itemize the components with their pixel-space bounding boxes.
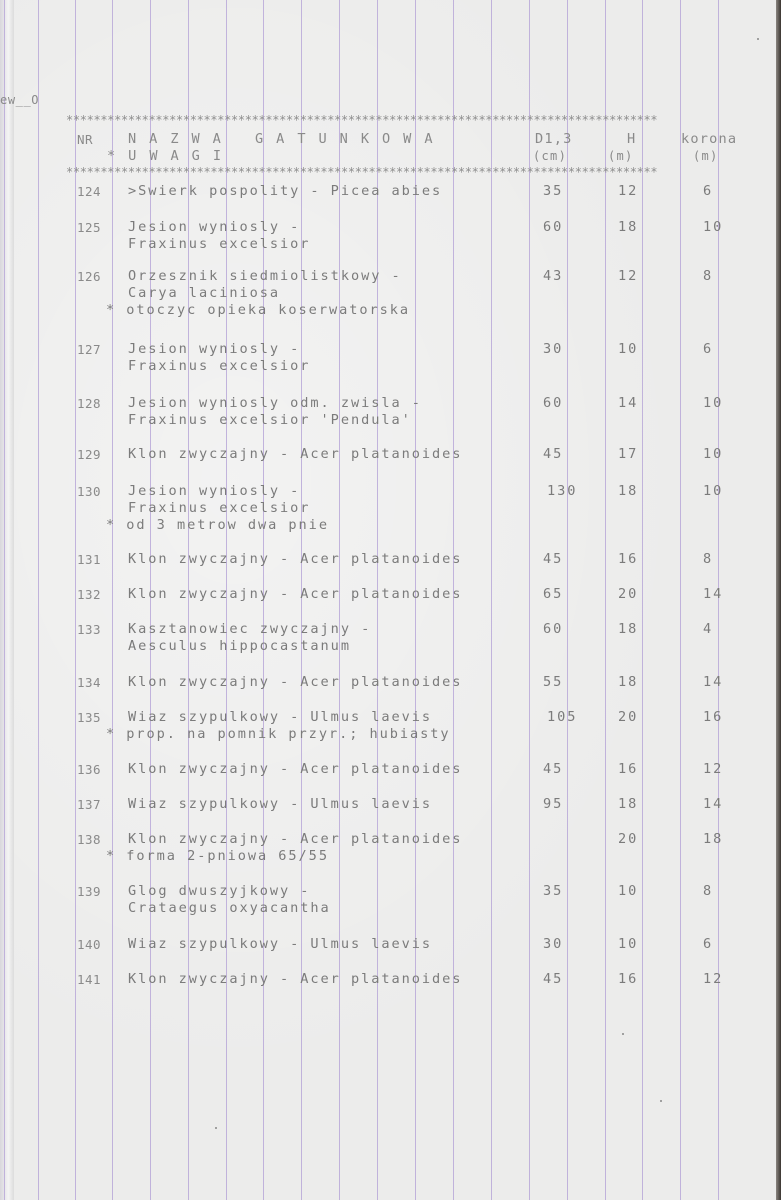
species-name-line1: Jesion wyniosly - bbox=[128, 219, 301, 235]
species-name-line1: Klon zwyczajny - Acer platanoides bbox=[128, 674, 463, 690]
row-number: 129 bbox=[77, 447, 102, 462]
ruling-line bbox=[680, 0, 681, 1200]
trunk-diameter-cell: 105 bbox=[547, 709, 578, 725]
species-name-line1: >Swierk pospolity - Picea abies bbox=[128, 183, 443, 199]
species-name-line2: Fraxinus excelsior 'Pendula' bbox=[128, 412, 412, 428]
row-remark: * od 3 metrow dwa pnie bbox=[106, 517, 329, 533]
row-number: 128 bbox=[77, 396, 102, 411]
crown-width-cell: 10 bbox=[703, 483, 724, 499]
species-name-line1: Wiaz szypulkowy - Ulmus laevis bbox=[128, 796, 433, 812]
species-name-line2: Carya laciniosa bbox=[128, 285, 281, 301]
crown-width-cell: 10 bbox=[703, 395, 724, 411]
tree-height-cell: 10 bbox=[618, 936, 639, 952]
tree-height-cell: 18 bbox=[618, 796, 639, 812]
crown-width-cell: 6 bbox=[703, 936, 714, 952]
species-name-line1: Orzesznik siedmiolistkowy - bbox=[128, 268, 402, 284]
header-species-name: N A Z W A G A T U N K O W A bbox=[128, 131, 435, 147]
tree-height-cell: 12 bbox=[618, 268, 639, 284]
species-name-line1: Klon zwyczajny - Acer platanoides bbox=[128, 586, 463, 602]
crown-width-cell: 14 bbox=[703, 674, 724, 690]
species-name-line1: Jesion wyniosly - bbox=[128, 483, 301, 499]
tree-height-cell: 16 bbox=[618, 761, 639, 777]
paper-speck bbox=[622, 1033, 624, 1035]
crown-width-cell: 10 bbox=[703, 219, 724, 235]
species-name-line1: Klon zwyczajny - Acer platanoides bbox=[128, 831, 463, 847]
species-name-line2: Aesculus hippocastanum bbox=[128, 638, 351, 654]
header-d13-unit: (cm) bbox=[533, 149, 568, 163]
tree-height-cell: 10 bbox=[618, 341, 639, 357]
crown-width-cell: 14 bbox=[703, 586, 724, 602]
trunk-diameter-cell: 60 bbox=[543, 621, 564, 637]
species-name-line1: Jesion wyniosly odm. zwisla - bbox=[128, 395, 422, 411]
crown-width-cell: 8 bbox=[703, 551, 714, 567]
star-rule-bottom: ************************************************************************************** bbox=[66, 165, 658, 179]
row-number: 127 bbox=[77, 342, 102, 357]
species-name-line1: Kasztanowiec zwyczajny - bbox=[128, 621, 372, 637]
row-number: 141 bbox=[77, 972, 102, 987]
species-name-line1: Klon zwyczajny - Acer platanoides bbox=[128, 446, 463, 462]
tree-height-cell: 20 bbox=[618, 709, 639, 725]
tree-height-cell: 17 bbox=[618, 446, 639, 462]
crown-width-cell: 8 bbox=[703, 268, 714, 284]
row-remark: * prop. na pomnik przyr.; hubiasty bbox=[106, 726, 451, 742]
row-number: 124 bbox=[77, 184, 102, 199]
header-crown: korona bbox=[681, 131, 738, 147]
trunk-diameter-cell: 35 bbox=[543, 883, 564, 899]
row-number: 130 bbox=[77, 484, 102, 499]
header-nr: NR bbox=[77, 132, 94, 147]
row-number: 131 bbox=[77, 552, 102, 567]
tree-height-cell: 18 bbox=[618, 483, 639, 499]
header-height-unit: (m) bbox=[608, 149, 634, 163]
species-name-line1: Klon zwyczajny - Acer platanoides bbox=[128, 761, 463, 777]
header-d13: D1,3 bbox=[535, 131, 573, 147]
ruling-line bbox=[4, 0, 5, 1200]
trunk-diameter-cell: 95 bbox=[543, 796, 564, 812]
row-remark: * forma 2-pniowa 65/55 bbox=[106, 848, 329, 864]
row-number: 140 bbox=[77, 937, 102, 952]
tree-height-cell: 10 bbox=[618, 883, 639, 899]
page-fold-shadow bbox=[0, 0, 14, 1200]
crown-width-cell: 12 bbox=[703, 761, 724, 777]
species-name-line2: Fraxinus excelsior bbox=[128, 236, 311, 252]
species-name-line1: Wiaz szypulkowy - Ulmus laevis bbox=[128, 709, 433, 725]
row-number: 135 bbox=[77, 710, 102, 725]
trunk-diameter-cell: 60 bbox=[543, 395, 564, 411]
row-number: 134 bbox=[77, 675, 102, 690]
paper-speck bbox=[660, 1100, 662, 1102]
trunk-diameter-cell: 65 bbox=[543, 586, 564, 602]
species-name-line2: Fraxinus excelsior bbox=[128, 358, 311, 374]
row-number: 133 bbox=[77, 622, 102, 637]
row-number: 139 bbox=[77, 884, 102, 899]
tree-height-cell: 12 bbox=[618, 183, 639, 199]
trunk-diameter-cell: 30 bbox=[543, 341, 564, 357]
species-name-line1: Klon zwyczajny - Acer platanoides bbox=[128, 551, 463, 567]
trunk-diameter-cell: 35 bbox=[543, 183, 564, 199]
row-remark: * otoczyc opieka koserwatorska bbox=[106, 302, 411, 318]
row-number: 138 bbox=[77, 832, 102, 847]
species-name-line1: Wiaz szypulkowy - Ulmus laevis bbox=[128, 936, 433, 952]
crown-width-cell: 18 bbox=[703, 831, 724, 847]
trunk-diameter-cell: 130 bbox=[547, 483, 578, 499]
crown-width-cell: 10 bbox=[703, 446, 724, 462]
ruling-line bbox=[38, 0, 39, 1200]
page-edge bbox=[776, 0, 781, 1200]
tree-height-cell: 16 bbox=[618, 551, 639, 567]
crown-width-cell: 6 bbox=[703, 183, 714, 199]
species-name-line2: Fraxinus excelsior bbox=[128, 500, 311, 516]
crown-width-cell: 14 bbox=[703, 796, 724, 812]
row-number: 126 bbox=[77, 269, 102, 284]
trunk-diameter-cell: 45 bbox=[543, 551, 564, 567]
tree-height-cell: 18 bbox=[618, 674, 639, 690]
crown-width-cell: 16 bbox=[703, 709, 724, 725]
crown-width-cell: 8 bbox=[703, 883, 714, 899]
row-number: 137 bbox=[77, 797, 102, 812]
crown-width-cell: 4 bbox=[703, 621, 714, 637]
tree-height-cell: 18 bbox=[618, 219, 639, 235]
trunk-diameter-cell: 43 bbox=[543, 268, 564, 284]
trunk-diameter-cell: 45 bbox=[543, 446, 564, 462]
tree-height-cell: 16 bbox=[618, 971, 639, 987]
tree-height-cell: 14 bbox=[618, 395, 639, 411]
crown-width-cell: 6 bbox=[703, 341, 714, 357]
species-name-line1: Jesion wyniosly - bbox=[128, 341, 301, 357]
tree-height-cell: 20 bbox=[618, 831, 639, 847]
trunk-diameter-cell: 45 bbox=[543, 761, 564, 777]
row-number: 132 bbox=[77, 587, 102, 602]
tree-height-cell: 20 bbox=[618, 586, 639, 602]
paper-speck bbox=[757, 38, 759, 40]
species-name-line1: Klon zwyczajny - Acer platanoides bbox=[128, 971, 463, 987]
row-number: 125 bbox=[77, 220, 102, 235]
trunk-diameter-cell: 45 bbox=[543, 971, 564, 987]
species-name-line2: Crataegus oxyacantha bbox=[128, 900, 331, 916]
trunk-diameter-cell: 55 bbox=[543, 674, 564, 690]
trunk-diameter-cell: 60 bbox=[543, 219, 564, 235]
species-name-line1: Glog dwuszyjkowy - bbox=[128, 883, 311, 899]
trunk-diameter-cell: 30 bbox=[543, 936, 564, 952]
corner-label: ew__O bbox=[0, 93, 40, 107]
header-crown-unit: (m) bbox=[693, 149, 719, 163]
crown-width-cell: 12 bbox=[703, 971, 724, 987]
header-height: H bbox=[627, 131, 638, 147]
star-rule-top: ************************************************************************************** bbox=[66, 113, 658, 127]
tree-height-cell: 18 bbox=[618, 621, 639, 637]
row-number: 136 bbox=[77, 762, 102, 777]
paper-speck bbox=[215, 1127, 217, 1129]
header-remarks: * U W A G I bbox=[107, 148, 224, 164]
